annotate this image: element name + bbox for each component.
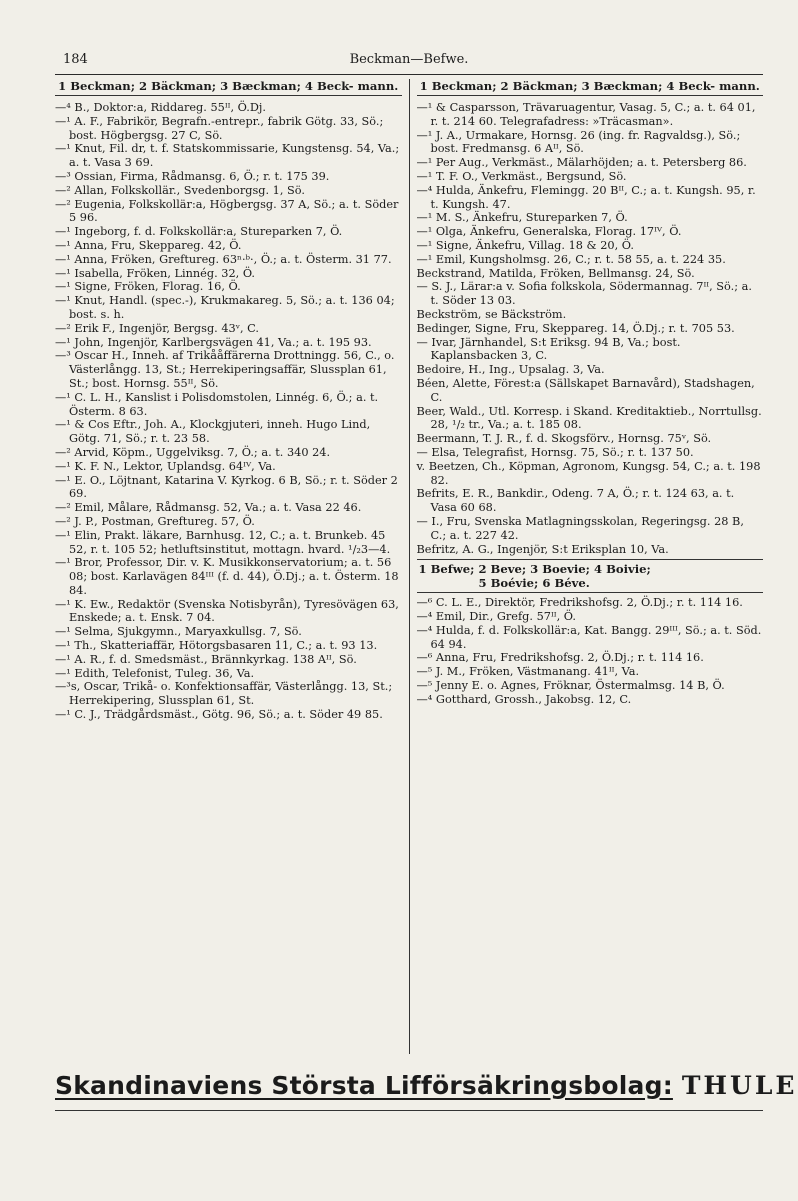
directory-entry: —¹ Th., Skatteriaffär, Hötorgsbasaren 11, C.; a. t. 93 13.: [55, 639, 378, 653]
directory-entry: Beckstrand, Matilda, Fröken, Bellmansg. 24, Sö.: [416, 266, 695, 280]
directory-entry: —¹ Signe, Fröken, Florag. 16, Ö.: [55, 280, 241, 294]
directory-entry: —¹ Isabella, Fröken, Linnég. 32, Ö.: [55, 266, 256, 280]
directory-entry: —¹ M. S., Änkefru, Stureparken 7, Ö.: [416, 211, 628, 225]
directory-entry: —⁴ Emil, Dir., Grefg. 57ᴵᴵ, Ö.: [416, 610, 576, 624]
directory-entry: —⁶ C. L. E., Direktör, Fredrikshofsg. 2, Ö.Dj.; r. t. 114 16.: [416, 596, 743, 610]
directory-entry: Bedoire, H., Ing., Upsalag. 3, Va.: [416, 363, 605, 377]
left-entry-list: [55, 101, 402, 722]
left-column: [55, 79, 410, 1054]
directory-entry: Bedinger, Signe, Fru, Skeppareg. 14, Ö.Dj.; r. t. 705 53.: [416, 321, 735, 335]
directory-entry: —¹ Emil, Kungsholmsg. 26, C.; r. t. 58 55, a. t. 224 35.: [416, 252, 726, 266]
directory-entry: —¹ John, Ingenjör, Karlbergsvägen 41, Va.; a. t. 195 93.: [55, 335, 372, 349]
page-number: 184: [63, 52, 88, 67]
directory-entry: —² J. P., Postman, Greftureg. 57, Ö.: [55, 514, 255, 528]
directory-entry: Befrits, E. R., Bankdir., Odeng. 7 A, Ö.; r. t. 124 63, a. t. Vasa 60 68.: [416, 487, 735, 515]
directory-entry: — S. J., Lärar:a v. Sofia folkskola, Södermannag. 7ᴵᴵ, Sö.; a. t. Söder 13 03.: [416, 280, 752, 308]
directory-entry: —² Arvid, Köpm., Uggelviksg. 7, Ö.; a. t. 340 24.: [55, 445, 331, 459]
directory-entry: —¹ J. A., Urmakare, Hornsg. 26 (ing. fr. Ragvaldsg.), Sö.; bost. Fredmansg. 6 Aᴵᴵ, Sö.: [416, 128, 741, 156]
advertisement-banner: [55, 1064, 798, 1108]
directory-entry: —² Allan, Folkskollär., Svedenborgsg. 1, Sö.: [55, 183, 305, 197]
banner-rule: [55, 1110, 763, 1111]
directory-entry: —⁵ Jenny E. o. Agnes, Fröknar, Östermalmsg. 14 B, Ö.: [416, 679, 725, 693]
directory-entry: —¹ Edith, Telefonist, Tuleg. 36, Va.: [55, 666, 255, 680]
directory-entry: —¹ A. F., Fabrikör, Begrafn.-entrepr., fabrik Götg. 33, Sö.; bost. Högbergsg. 27 C, Sö.: [55, 114, 384, 142]
directory-entry: —³s, Oscar, Trikå- o. Konfektionsaffär, Västerlångg. 13, St.; Herrekipering, Slussplan 61, St.: [55, 680, 393, 708]
directory-entry: —¹ A. R., f. d. Smedsmäst., Brännkyrkag. 138 Aᴵᴵ, Sö.: [55, 652, 357, 666]
directory-entry: Beermann, T. J. R., f. d. Skogsförv., Hornsg. 75ᵛ, Sö.: [416, 432, 712, 446]
two-column-body: [55, 79, 763, 1054]
directory-entry: —² Eugenia, Folkskollär:a, Högbergsg. 37 A, Sö.; a. t. Söder 5 96.: [55, 197, 399, 225]
running-head: Beckman—Befwe.: [349, 52, 469, 67]
directory-entry: —¹ Olga, Änkefru, Generalska, Florag. 17ᴵⱽ, Ö.: [416, 225, 682, 239]
directory-entry: —¹ & Cos Eftr., Joh. A., Klockgjuteri, inneh. Hugo Lind, Götg. 71, Sö.; r. t. 23 58.: [55, 418, 371, 446]
directory-entry: —¹ Anna, Fru, Skeppareg. 42, Ö.: [55, 238, 242, 252]
directory-entry: Beer, Wald., Utl. Korresp. i Skand. Kreditaktieb., Norrtullsg. 28, ¹/₂ tr., Va.; a. t. 185 08.: [416, 404, 762, 432]
directory-entry: —¹ Selma, Sjukgymn., Maryaxkullsg. 7, Sö.: [55, 625, 302, 639]
directory-entry: — I., Fru, Svenska Matlagningsskolan, Regeringsg. 28 B, C.; a. t. 227 42.: [416, 514, 744, 542]
directory-entry: —¹ Per Aug., Verkmäst., Mälarhöjden; a. t. Petersberg 86.: [416, 156, 747, 170]
name-variants-line-1: 1 Befwe; 2 Beve; 3 Boevie; 4 Boivie;: [418, 562, 651, 577]
directory-entry: —¹ K. F. N., Lektor, Uplandsg. 64ᴵⱽ, Va.: [55, 459, 276, 473]
directory-entry: —¹ Bror, Professor, Dir. v. K. Musikkonservatorium; a. t. 56 08; bost. Karlavägen 84ᴵᴵᴵ (f. d. 44), Ö.Dj.; a. t. Österm. 18 84.: [55, 556, 399, 597]
directory-entry: — Elsa, Telegrafist, Hornsg. 75, Sö.; r. t. 137 50.: [416, 445, 694, 459]
directory-entry: —¹ C. J., Trädgårdsmäst., Götg. 96, Sö.; a. t. Söder 49 85.: [55, 708, 383, 722]
directory-entry: v. Beetzen, Ch., Köpman, Agronom, Kungsg. 54, C.; a. t. 198 82.: [416, 459, 761, 487]
name-variants-box: [417, 559, 764, 593]
directory-entry: —¹ C. L. H., Kanslist i Polisdomstolen, Linnég. 6, Ö.; a. t. Österm. 8 63.: [55, 390, 379, 418]
banner-slogan: Skandinaviens Största Lifförsäkringsbolag:: [55, 1071, 673, 1100]
directory-entry: Befritz, A. G., Ingenjör, S:t Eriksplan 10, Va.: [416, 542, 669, 556]
directory-entry: Béen, Alette, Förest:a (Sällskapet Barnavård), Stadshagen, C.: [416, 376, 755, 404]
directory-entry: —⁴ B., Doktor:a, Riddareg. 55ᴵᴵ, Ö.Dj.: [55, 101, 266, 114]
name-variants-line-2: 5 Boévie; 6 Béve.: [478, 576, 590, 591]
page-header: [55, 48, 763, 74]
directory-entry: —¹ Signe, Änkefru, Villag. 18 & 20, Ö.: [416, 238, 634, 252]
directory-entry: —¹ Ingeborg, f. d. Folkskollär:a, Stureparken 7, Ö.: [55, 225, 343, 239]
directory-entry: —¹ E. O., Löjtnant, Katarina V. Kyrkog. 6 B, Sö.; r. t. Söder 2 69.: [55, 473, 398, 501]
directory-entry: Beckström, se Bäckström.: [416, 307, 567, 321]
right-entry-list-after-box: [417, 596, 764, 706]
directory-entry: —⁵ J. M., Fröken, Västmanang. 41ᴵᴵ, Va.: [416, 665, 640, 679]
directory-entry: —² Erik F., Ingenjör, Bergsg. 43ᵛ, C.: [55, 321, 259, 335]
directory-entry: —³ Oscar H., Inneh. af Trikååffärerna Drottningg. 56, C., o. Västerlångg. 13, St.; Herrekiperingsaffär, Slussplan 61, St.; bost. Hornsg. 55ᴵᴵ, Sö.: [55, 349, 395, 390]
directory-entry: —⁴ Hulda, Änkefru, Flemingg. 20 Bᴵᴵ, C.; a. t. Kungsh. 95, r. t. Kungsh. 47.: [416, 183, 756, 211]
banner-brand: THULE: [681, 1071, 798, 1100]
right-entry-list-before-box: [417, 101, 764, 556]
directory-entry: —¹ & Casparsson, Trävaruagentur, Vasag. 5, C.; a. t. 64 01, r. t. 214 60. Telegrafadress: »Träcasman».: [416, 101, 756, 128]
directory-entry: —² Emil, Målare, Rådmansg. 52, Va.; a. t. Vasa 22 46.: [55, 501, 362, 515]
directory-entry: —¹ Knut, Fil. dr, t. f. Statskommissarie, Kungstensg. 54, Va.; a. t. Vasa 3 69.: [55, 142, 400, 170]
directory-entry: —⁴ Hulda, f. d. Folkskollär:a, Kat. Bangg. 29ᴵᴵᴵ, Sö.; a. t. Söd. 64 94.: [416, 623, 762, 651]
directory-entry: —¹ T. F. O., Verkmäst., Bergsund, Sö.: [416, 169, 627, 183]
directory-entry: —³ Ossian, Firma, Rådmansg. 6, Ö.; r. t. 175 39.: [55, 169, 330, 183]
directory-entry: —⁶ Anna, Fru, Fredrikshofsg. 2, Ö.Dj.; r. t. 114 16.: [416, 651, 704, 665]
directory-entry: —¹ K. Ew., Redaktör (Svenska Notisbyrån), Tyresövägen 63, Enskede; a. t. Ensk. 7 04.: [55, 597, 399, 625]
directory-entry: —⁴ Gotthard, Grossh., Jakobsg. 12, C.: [416, 692, 632, 706]
directory-entry: —¹ Elin, Prakt. läkare, Barnhusg. 12, C.; a. t. Brunkeb. 45 52, r. t. 105 52; hetluftsinstitut, mottagn. hvard. ¹/₂3—4.: [55, 528, 391, 556]
right-column-heading: 1 Beckman; 2 Bäckman; 3 Bæckman; 4 Beck- mann.: [417, 79, 764, 96]
directory-entry: —¹ Knut, Handl. (spec.-), Krukmakareg. 5, Sö.; a. t. 136 04; bost. s. h.: [55, 294, 395, 321]
directory-entry: —¹ Anna, Fröken, Greftureg. 63ⁿ·ᵇ·, Ö.; a. t. Österm. 31 77.: [55, 252, 392, 266]
left-column-heading: 1 Beckman; 2 Bäckman; 3 Bæckman; 4 Beck- mann.: [55, 79, 402, 96]
directory-entry: — Ivar, Järnhandel, S:t Eriksg. 94 B, Va.; bost. Kaplansbacken 3, C.: [416, 335, 681, 363]
header-rule: [55, 74, 763, 75]
right-column: [410, 79, 764, 1054]
